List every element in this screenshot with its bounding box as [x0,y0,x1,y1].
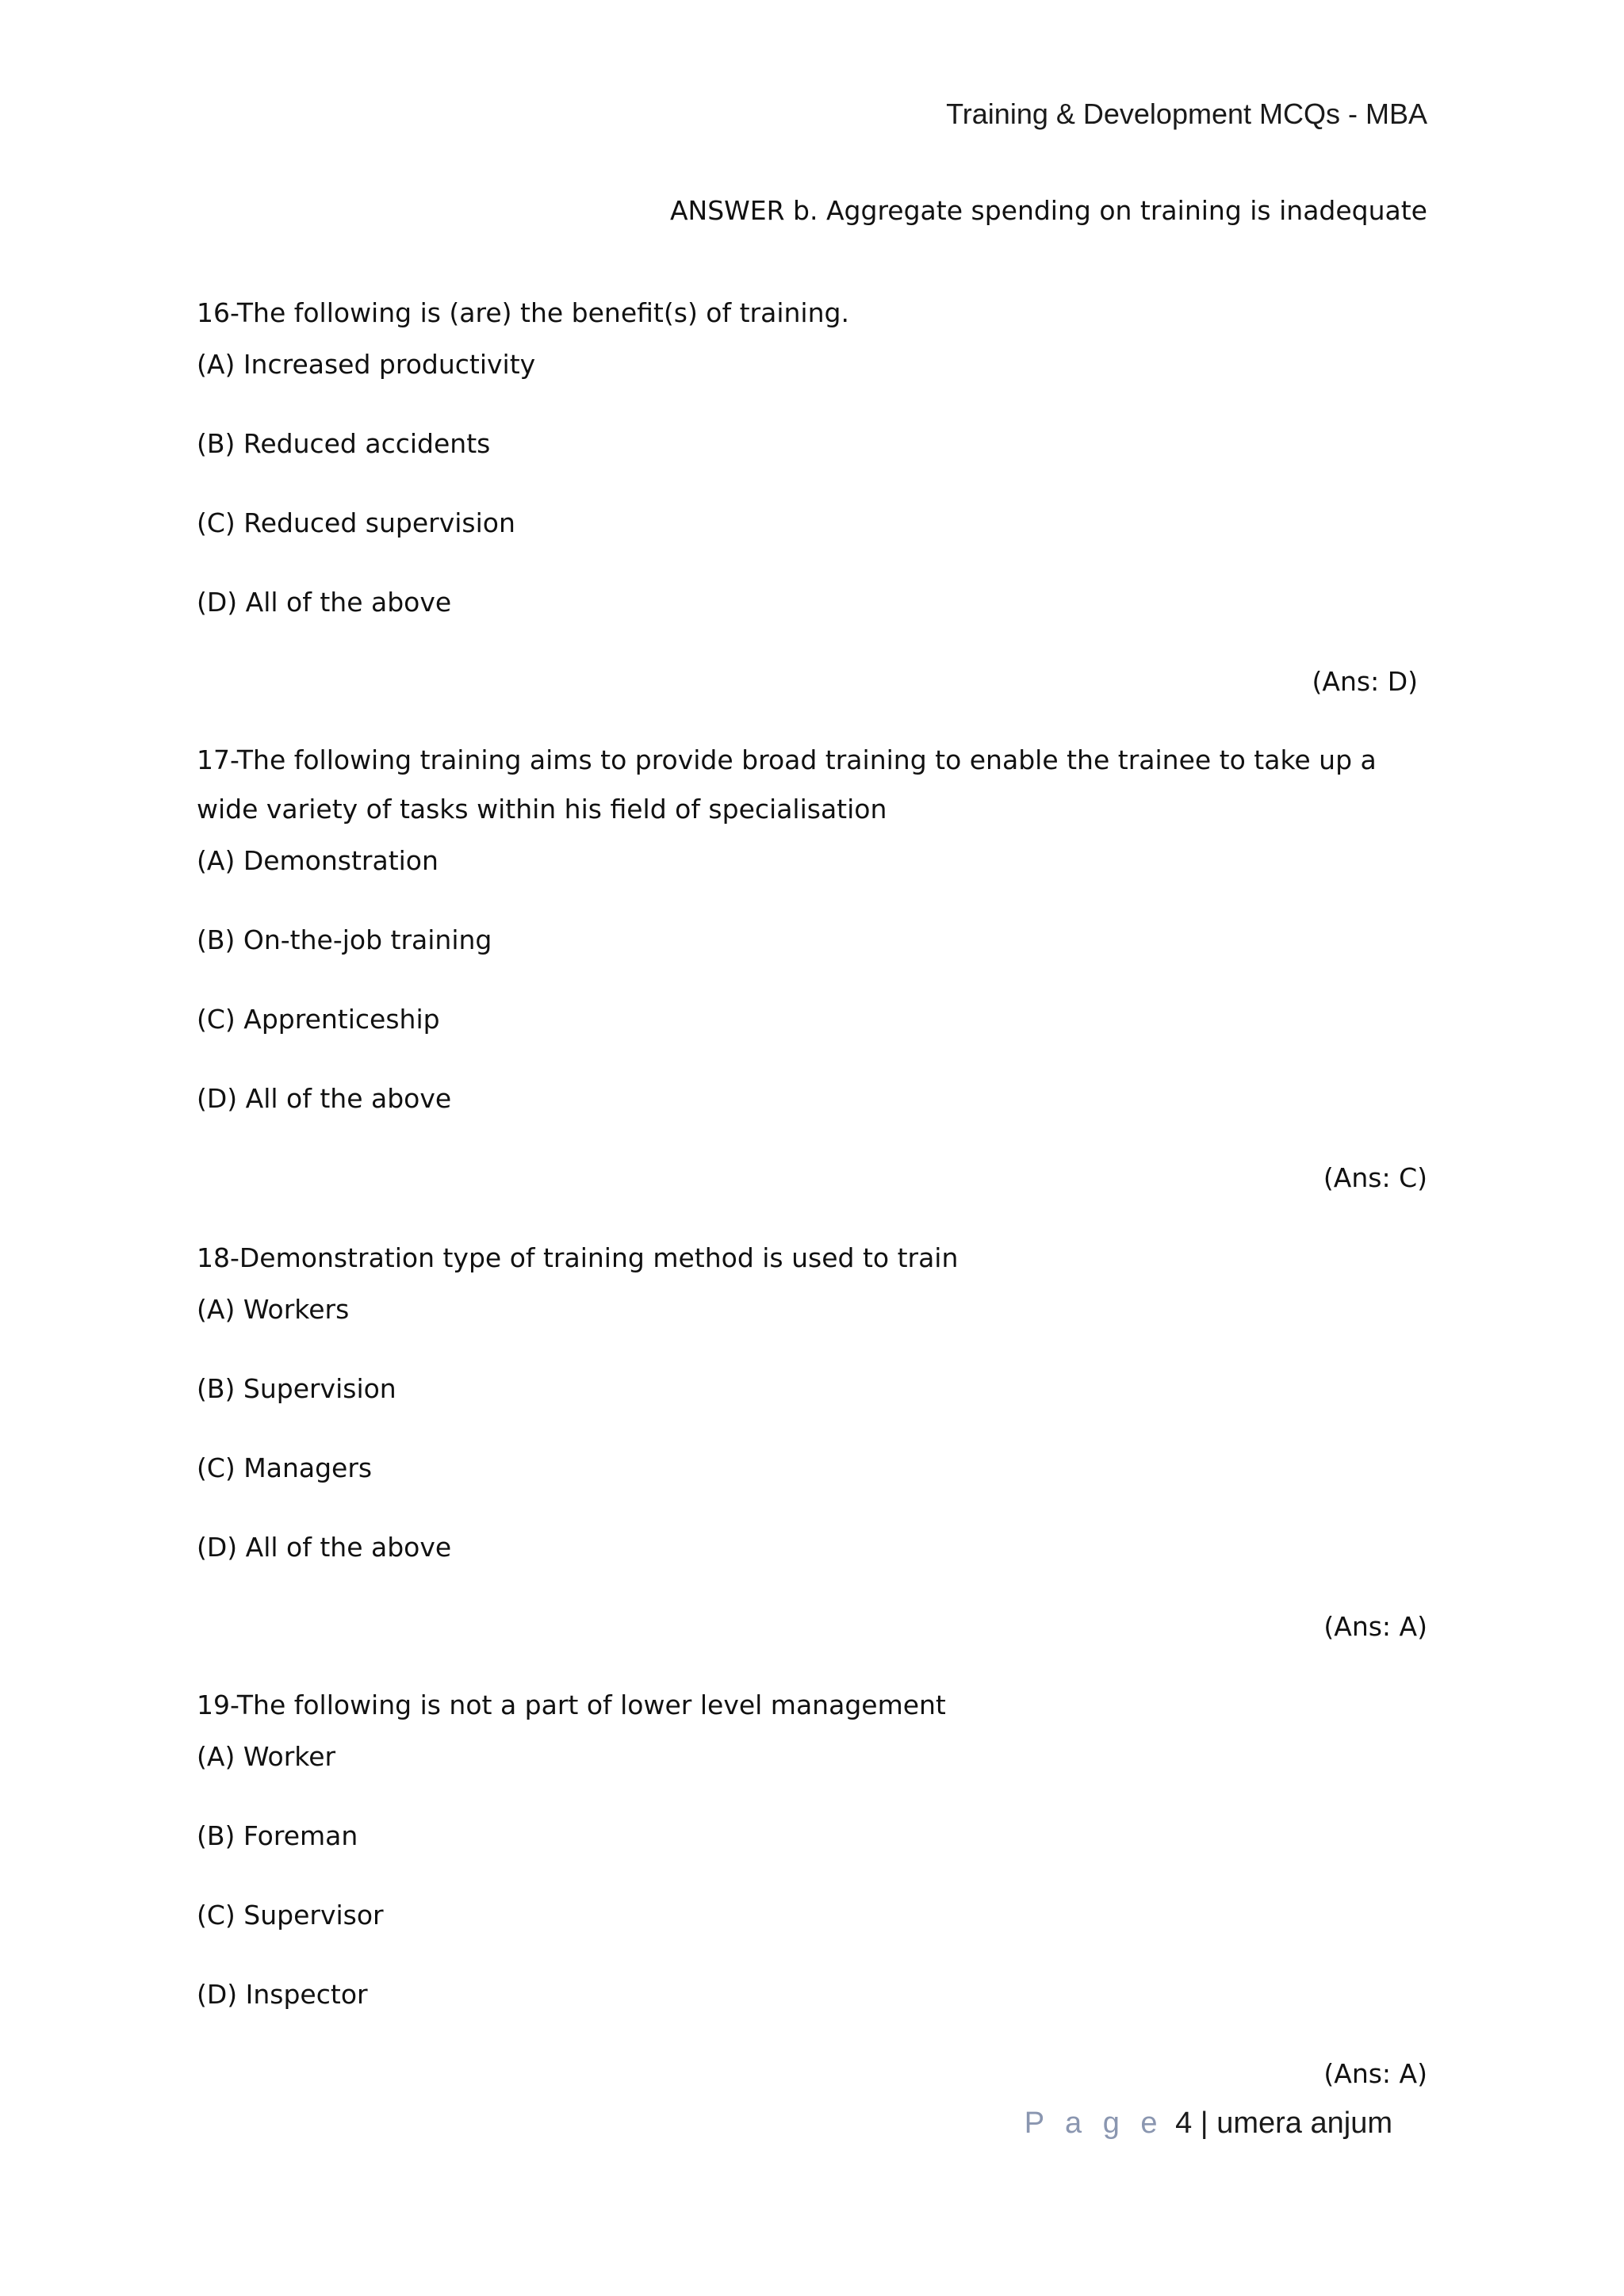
question-18-option-b: (B) Supervision [197,1373,396,1404]
question-16-option-d: (D) All of the above [197,587,452,618]
question-18-text: 18-Demonstration type of training method is used to train [197,1242,959,1273]
question-17-option-d: (D) All of the above [197,1083,452,1114]
question-19-option-d: (D) Inspector [197,1979,368,2010]
page-footer [1025,2104,1392,2142]
question-19-answer: (Ans: A) [1323,2058,1427,2089]
footer-page-label: P a g e [1024,2107,1164,2140]
footer-separator: | [1200,2107,1208,2140]
question-19-option-b: (B) Foreman [197,1820,358,1851]
question-17-text: 17-The following training aims to provide broad training to enable the trainee to take up a wide variety of tasks within his field of specialisation [197,744,1377,825]
previous-answer: ANSWER b. Aggregate spending on training is inadequate [669,195,1427,226]
question-18-option-c: (C) Managers [197,1452,373,1483]
question-18-answer: (Ans: A) [1323,1611,1427,1642]
question-19-option-a: (A) Worker [197,1741,336,1772]
question-16-option-b: (B) Reduced accidents [197,428,491,459]
footer-page-number: 4 [1175,2107,1193,2140]
question-18-option-d: (D) All of the above [197,1532,452,1563]
question-19-text: 19-The following is not a part of lower level management [197,1689,946,1720]
question-17-option-b: (B) On-the-job training [197,924,492,955]
footer-author: umera anjum [1216,2107,1392,2140]
page-header-title: Training & Development MCQs - MBA [946,98,1427,130]
question-16-answer: (Ans: D) [1312,666,1418,697]
question-19-option-c: (C) Supervisor [197,1900,384,1931]
question-17-option-a: (A) Demonstration [197,845,439,876]
question-16-text: 16-The following is (are) the benefit(s) of training. [197,297,849,328]
question-18-option-a: (A) Workers [197,1294,350,1325]
question-17-option-c: (C) Apprenticeship [197,1004,440,1035]
question-16-option-a: (A) Increased productivity [197,349,536,380]
question-17-answer: (Ans: C) [1323,1162,1427,1193]
question-16-option-c: (C) Reduced supervision [197,507,515,538]
